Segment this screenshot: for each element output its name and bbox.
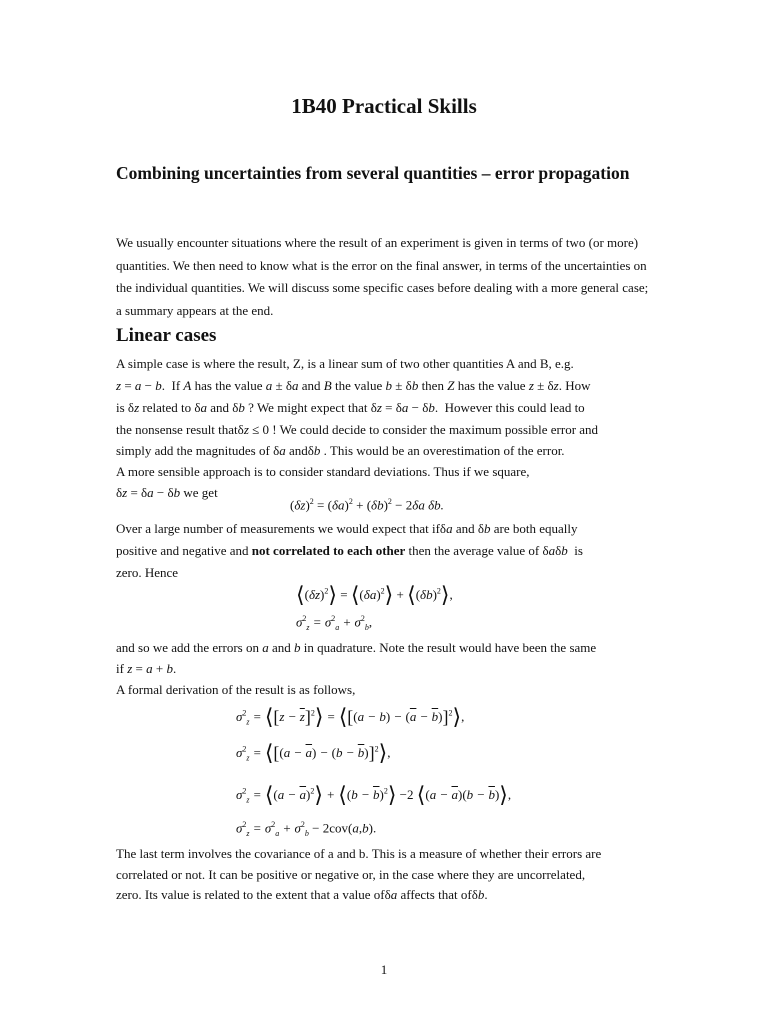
text-fragment: we get [183, 485, 218, 500]
text-fragment: and [288, 443, 308, 458]
intro-paragraph: We usually encounter situations where the result of an experiment is given in terms of two (or more) quantities. We then need to know what is the error on the final answer, in terms of the uncertainties on the individual quantities. We will discuss some specific cases before dealing with a more general case; a summary appears at the end. [116, 235, 649, 318]
text-fragment: If [171, 378, 181, 393]
text-fragment: has the value [194, 378, 263, 393]
text-fragment: is [116, 400, 125, 415]
text-fragment: is [574, 543, 583, 558]
body-line-4: the nonsense result thatδz ≤ 0 ! We could decide to consider the maximum possible error and [116, 422, 599, 437]
body-line-8: Over a large number of measurements we would expect that ifδa and δb are both equally [116, 521, 578, 536]
text-fragment: the nonsense result that [116, 422, 238, 437]
equation-sigma-sum: $\sigma^2_z = \sigma^2_a + \sigma^2_b$, [296, 614, 373, 632]
text-fragment: has the value [457, 378, 526, 393]
text-fragment: and so we add the errors on [116, 640, 259, 655]
text-fragment: affects that of [400, 887, 472, 902]
equation-derivation-3: $\sigma^2_z$ = ⟨(a − $\overline{a})^2⟩$ + ⟨(b − $\overline{b})^2⟩ -2$ ⟨(a − $\overline{a})(b$ − $\overline{b})⟩$, [236, 782, 512, 807]
equation-derivation-2: $\sigma^2_z$ = ⟨[(a − $\overline{a}) - (b$ − $\overline{b})]^2⟩$, [236, 740, 391, 765]
text-fragment: and [455, 521, 475, 536]
body-line-2: z = a − b. If A has the value a ± δa and B the value b ± δb then Z has the value z ± δz. How [116, 378, 591, 393]
text-fragment: ! We could decide to consider the maximum possible error and [272, 422, 599, 437]
body-line-16: zero. Its value is related to the extent that a value ofδa affects that ofδb. [116, 887, 488, 902]
bold-emphasis: not correlated to each other [251, 543, 406, 558]
equation-square-errors: $(\delta z)^2 = (\delta a)^2 + (\delta b)^2 - 2\delta a$ δb. [290, 497, 444, 513]
text-fragment: However this could lead to [444, 400, 585, 415]
text-fragment: positive and negative and [116, 543, 249, 558]
body-line-5: simply add the magnitudes of δa andδb . This would be an overestimation of the error. [116, 443, 565, 458]
page-number: 1 [380, 962, 388, 977]
text-fragment: are both equally [493, 521, 578, 536]
body-line-1: A simple case is where the result, Z, is a linear sum of two other quantities A and B, e.g. [116, 356, 574, 371]
text-fragment: . This would be an overestimation of the error. [323, 443, 565, 458]
equation-derivation-1: $\sigma^2_z$ = ⟨[z − $\overline{z}]^2⟩$ = ⟨[(a − $b) - (\overline{a}$ − $\overline{b})]^2⟩$, [236, 704, 465, 729]
text-fragment: and [271, 640, 291, 655]
page-title: 1B40 Practical Skills [291, 94, 477, 118]
body-line-15: correlated or not. It can be positive or negative or, in the case where they are uncorrelated, [116, 867, 586, 882]
equation-average-squares: $⟨(\delta z)^2⟩$ = $⟨(\delta a)^2⟩$ + $⟨(\delta b)^2⟩$, [296, 582, 453, 607]
body-line-11: and so we add the errors on a and b in quadrature. Note the result would have been the same [116, 640, 597, 655]
text-fragment: in quadrature. Note the result would have been the same [303, 640, 597, 655]
text-fragment: ? We might expect that [248, 400, 368, 415]
text-fragment: related to [142, 400, 192, 415]
text-fragment: zero. Its value is related to the extent that a value of [116, 887, 385, 902]
text-fragment: if [116, 661, 124, 676]
body-line-10: zero. Hence [116, 565, 179, 580]
body-line-7: δz = δa − δb we get [116, 485, 218, 500]
text-fragment: simply add the magnitudes of [116, 443, 270, 458]
body-line-6: A more sensible approach is to consider standard deviations. Thus if we square, [116, 464, 530, 479]
text-fragment: and [301, 378, 321, 393]
body-line-13: A formal derivation of the result is as follows, [116, 682, 356, 697]
text-fragment: How [565, 378, 591, 393]
text-fragment: and [210, 400, 230, 415]
body-line-12: if z = a + b. [116, 661, 177, 676]
body-line-9: positive and negative and not correlated to each other then the average value of δaδb is [116, 543, 583, 558]
text-fragment: Over a large number of measurements we would expect that if [116, 521, 440, 536]
text-fragment: then [421, 378, 444, 393]
body-line-14: The last term involves the covariance of a and b. This is a measure of whether their errors are [116, 846, 602, 861]
equation-derivation-4: $\sigma^2_z = \sigma^2_a + \sigma^2_b - 2cov(a,b)$. [236, 820, 377, 838]
text-fragment: then the average value of [408, 543, 540, 558]
body-line-3: is δz related to δa and δb ? We might expect that δz = δa − δb. However this could lead to [116, 400, 585, 415]
section-heading: Combining uncertainties from several quantities – error propagation [116, 163, 630, 183]
text-fragment: the value [335, 378, 383, 393]
subsection-heading: Linear cases [116, 325, 217, 346]
